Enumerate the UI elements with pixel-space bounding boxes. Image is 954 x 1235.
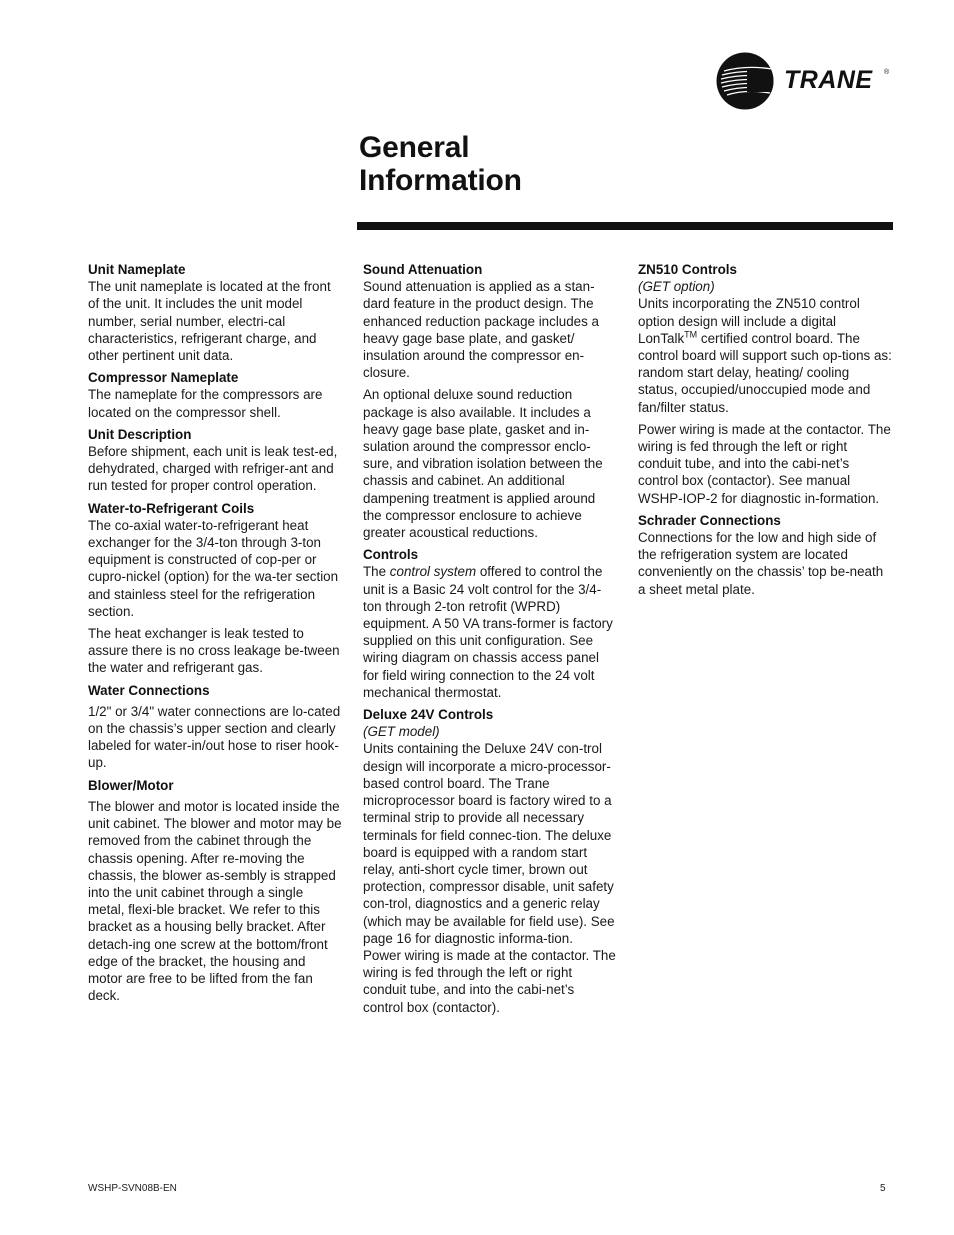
text-blower-motor: The blower and motor is located inside the unit cabinet. The blower and motor may be removed from the cabinet through the chassis opening. After re-moving the chassis, the blower as-sembly is strapped into the unit cabinet through a single metal, flexi-ble bracket. We refer to this bracket as a housing belly bracket. After detach-ing one screw at the bottom/front edge of the bracket, the housing and motor are free to be lifted from the fan deck.: [88, 798, 342, 1004]
heading-compressor-nameplate: Compressor Nameplate: [88, 370, 239, 386]
controls-text-start: The: [363, 564, 390, 580]
trademark-superscript: TM: [684, 329, 698, 340]
footer-doc-id: WSHP-SVN08B-EN: [88, 1183, 177, 1194]
text-sound-attenuation-1: Sound attenuation is applied as a stan-dard feature in the product design. The enhanced reduction package includes a heavy gage base plate, and gasket/ insulation around the compressor en-closure.: [363, 279, 599, 381]
controls-text-italic: control system: [389, 564, 477, 580]
heading-schrader-connections: Schrader Connections: [638, 512, 781, 528]
page-title: [359, 131, 522, 197]
heading-unit-description: Unit Description: [88, 426, 192, 442]
text-sound-attenuation-2: An optional deluxe sound reduction package is also available. It includes a heavy gage base plate, gasket and in-sulation around the compressor enclo-sure, and vibration isolation between the chassis and cabinet. An additional dampening treatment is applied around the compressor enclosure to achieve greater acoustical reductions.: [363, 387, 603, 541]
heading-sound-attenuation: Sound Attenuation: [363, 262, 483, 277]
page-title-line2: Information: [359, 164, 522, 197]
zn510-text-start: Units incorporating the ZN510 control option design will include a digital LonTalk: [638, 296, 860, 346]
text-zn510-1: [638, 295, 892, 415]
heading-blower-motor: Blower/Motor: [88, 777, 174, 793]
subheading-zn510-controls: (GET option): [638, 279, 715, 295]
registered-mark: ®: [884, 69, 890, 76]
column-3: [638, 261, 892, 598]
heading-deluxe-controls: Deluxe 24V Controls: [363, 707, 494, 723]
text-deluxe-controls-2: Power wiring is made at the contactor. The wiring is fed through the left or right conduit tube, and into the cabi-net’s control box (contactor).: [363, 947, 616, 1015]
trane-logo: [716, 52, 896, 110]
text-unit-nameplate: The unit nameplate is located at the front of the unit. It includes the unit model number, serial number, electri-cal characteristics, refrigerant charge, and other pertinent unit data.: [88, 279, 331, 364]
heading-unit-nameplate: Unit Nameplate: [88, 262, 186, 277]
zn510-text-end: certified control board. The control board will support such op-tions as: random start delay, heating/ cooling status, occupied/unoccupied mode and fan/filter status.: [638, 330, 892, 415]
heading-zn510-controls: ZN510 Controls: [638, 262, 737, 277]
footer-page-number: 5: [880, 1183, 886, 1194]
heading-controls: Controls: [363, 547, 419, 563]
text-coils-2: The heat exchanger is leak tested to assure there is no cross leakage be-tween the water and refrigerant gas.: [88, 626, 340, 676]
controls-text-end: offered to control the unit is a Basic 24 volt control for the 3/4-ton through 2-ton retrofit (WPRD) equipment. A 50 VA trans-former is factory supplied on this unit configuration. See wiring diagram on chassis access panel for field wiring connection to the 24 volt mechanical thermostat.: [363, 564, 613, 700]
heading-water-connections: Water Connections: [88, 682, 210, 698]
brand-wordmark: TRANE: [784, 66, 873, 94]
text-coils-1: The co-axial water-to-refrigerant heat exchanger for the 3/4-ton through 3-ton equipment is constructed of cop-per or cupro-nickel (option) for the wa-ter section and stainless steel for the refrigeration section.: [88, 517, 339, 619]
title-divider: [357, 222, 893, 230]
text-schrader-connections: Connections for the low and high side of the refrigeration system are located conveniently on the chassis’ top be-neath a sheet metal plate.: [638, 530, 884, 597]
page-title-line1: General: [359, 131, 470, 164]
text-compressor-nameplate: The nameplate for the compressors are located on the compressor shell.: [88, 387, 323, 420]
text-deluxe-controls-1: Units containing the Deluxe 24V con-trol design will incorporate a micro-processor-based control board. The Trane microprocessor board is factory wired to a terminal strip to provide all necessary terminals for field connec-tion. The deluxe board is equipped with a random start relay, anti-short cycle timer, brown out protection, compressor disable, unit safety con-trol, diagnostics and a generic relay (which may be available for field use). See page 16 for diagnostic informa-tion.: [363, 741, 615, 946]
text-unit-description: Before shipment, each unit is leak test-ed, dehydrated, charged with refriger-ant and run tested for proper control operation.: [88, 444, 338, 494]
text-water-connections: 1/2" or 3/4" water connections are lo-cated on the chassis’s upper section and clearly labeled for water-in/out hose to riser hook-up.: [88, 703, 341, 771]
subheading-deluxe-controls: (GET model): [363, 724, 440, 740]
heading-coils: Water-to-Refrigerant Coils: [88, 500, 255, 516]
text-controls: [363, 563, 617, 701]
column-1: [88, 261, 342, 1004]
text-zn510-2: Power wiring is made at the contactor. The wiring is fed through the left or right conduit tube, and into the cabi-net’s control box (contactor). See manual WSHP-IOP-2 for diagnostic in-formation.: [638, 421, 891, 506]
column-2: [363, 261, 617, 1016]
